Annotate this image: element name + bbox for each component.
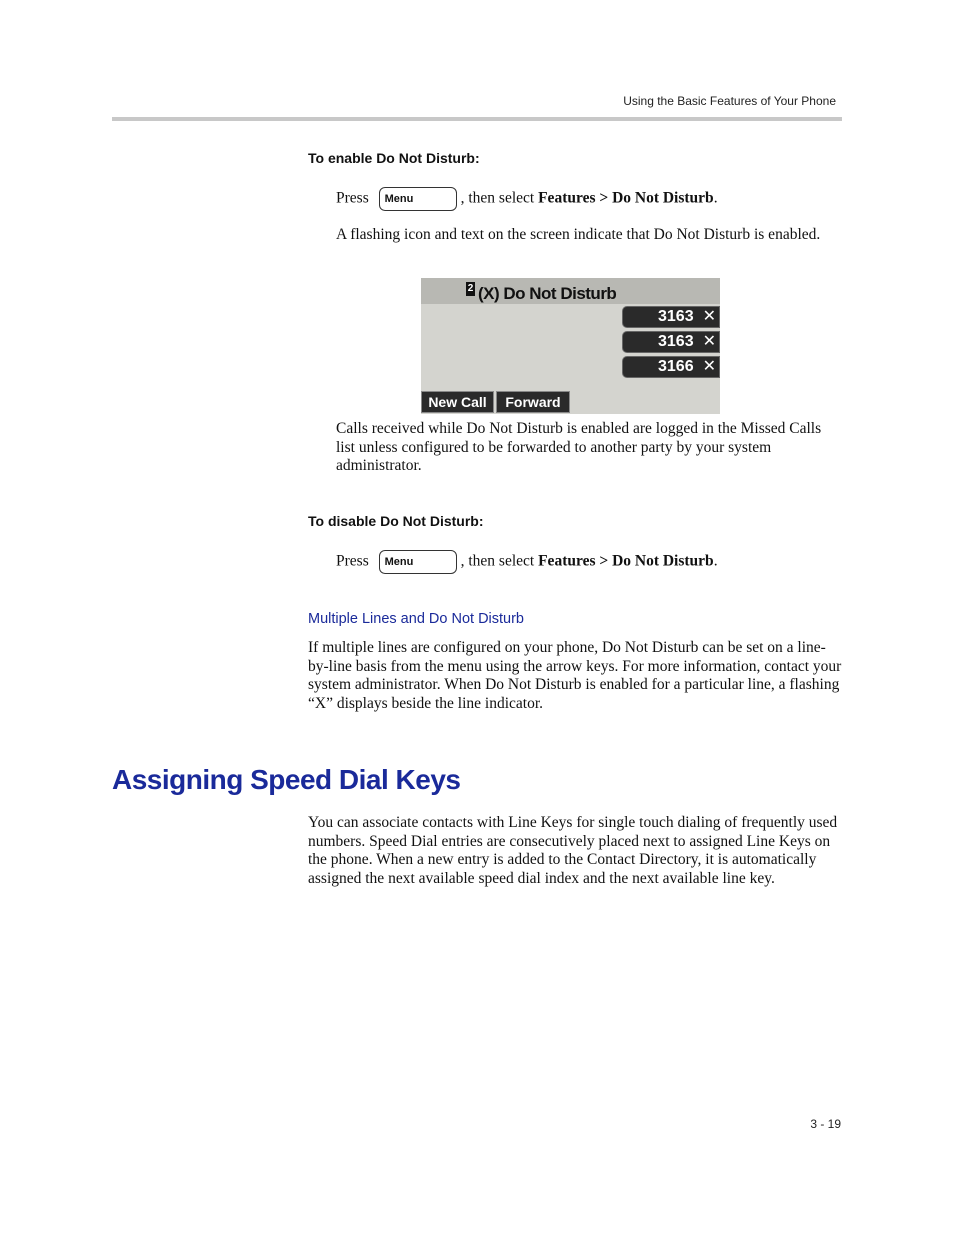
press-middle: , then select — [460, 189, 539, 207]
press-label: Press — [336, 189, 369, 207]
dnd-status-text: (X) Do Not Disturb — [478, 284, 617, 303]
phone-screen — [421, 278, 720, 414]
menu-key-icon: Menu — [379, 550, 457, 574]
close-icon: ✕ — [702, 358, 716, 375]
line-key-1 — [622, 306, 720, 328]
press-middle: , then select — [460, 552, 539, 570]
press-end: . — [713, 552, 718, 570]
close-icon: ✕ — [702, 333, 716, 350]
softkey-forward: Forward — [496, 391, 570, 413]
press-label: Press — [336, 552, 369, 570]
multiple-lines-body: If multiple lines are configured on your phone, Do Not Disturb can be set on a line-by-line basis from the menu using the arrow keys. For more information, contact your system administrator. When Do Not Disturb is enabled for a particular line, a flashing “X” displays beside the line indicator. — [308, 639, 842, 712]
enable-heading: To enable Do Not Disturb: — [308, 150, 480, 166]
speed-dial-body: You can associate contacts with Line Keys for single touch dialing of frequently used numbers. Speed Dial entries are consecutively placed next to assigned Line Keys on the phone. When a new entry is added to the Contact Directory, it is automatically assigned the next available speed dial index and the next available line key. — [308, 814, 838, 887]
softkey-new-call: New Call — [421, 391, 494, 413]
header-rule — [112, 117, 842, 121]
disable-press-line — [336, 550, 836, 574]
disable-heading: To disable Do Not Disturb: — [308, 513, 484, 529]
running-header: Using the Basic Features of Your Phone — [623, 94, 836, 108]
enable-description: A flashing icon and text on the screen indicate that Do Not Disturb is enabled. — [336, 226, 821, 243]
menu-key-icon: Menu — [379, 187, 457, 211]
speed-dial-title: Assigning Speed Dial Keys — [112, 764, 461, 795]
features-path: Features > Do Not Disturb — [538, 189, 714, 207]
line-number-badge: 2 — [467, 283, 474, 294]
line-key-label: 3166 — [658, 358, 694, 375]
enable-press-line — [336, 187, 836, 211]
multiple-lines-heading: Multiple Lines and Do Not Disturb — [308, 611, 524, 627]
line-key-2 — [622, 331, 720, 353]
line-key-label: 3163 — [658, 333, 694, 350]
after-screen-text: Calls received while Do Not Disturb is enabled are logged in the Missed Calls list unless configured to be forwarded to another party by your system administrator. — [336, 420, 822, 474]
features-path: Features > Do Not Disturb — [538, 552, 714, 570]
close-icon: ✕ — [702, 308, 716, 325]
line-key-3 — [622, 356, 720, 378]
line-key-label: 3163 — [658, 308, 694, 325]
press-end: . — [713, 189, 718, 207]
page-number: 3 - 19 — [810, 1117, 841, 1131]
